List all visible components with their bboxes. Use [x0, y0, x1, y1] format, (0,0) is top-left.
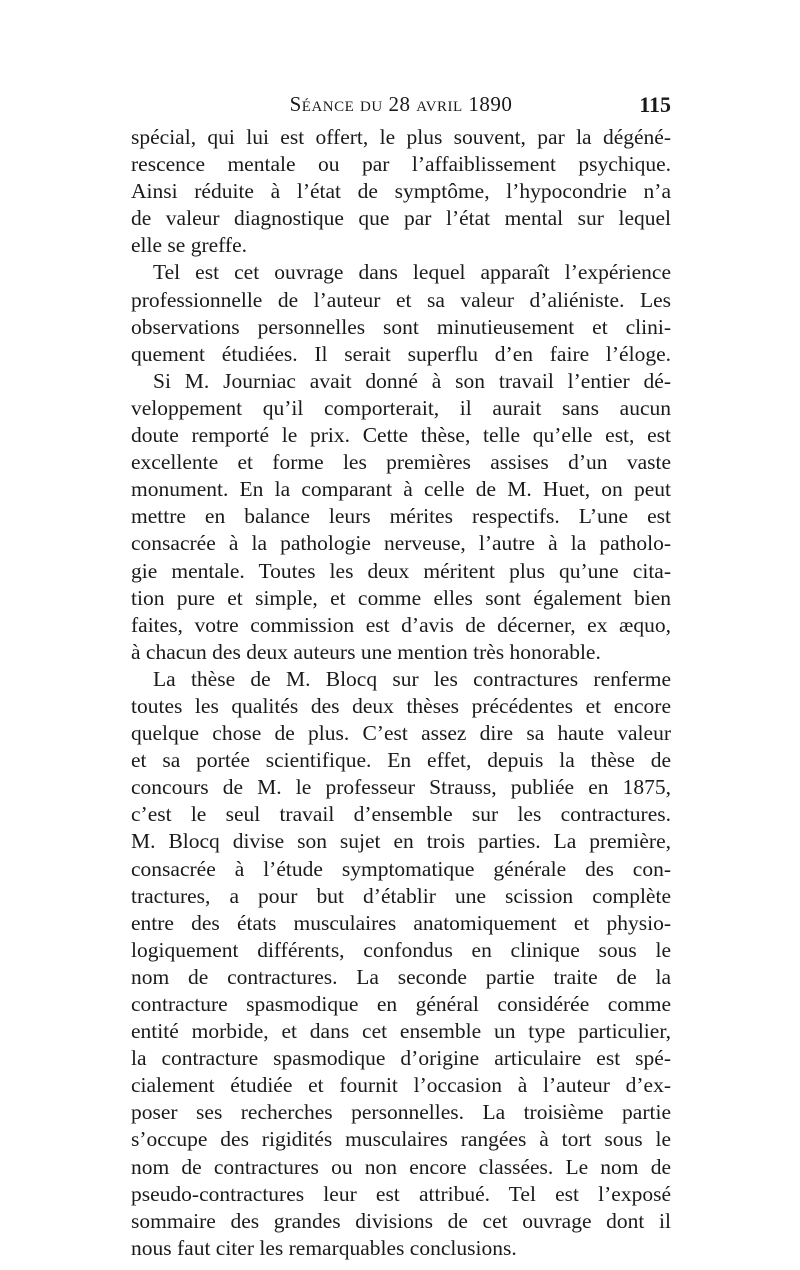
text-line: logiquement différents, confondus en clinique sous le: [131, 937, 671, 962]
text-line: excellente et forme les premières assises d’un vaste: [131, 450, 671, 475]
text-line: sommaire des grandes divisions de cet ouvrage dont il: [131, 1208, 671, 1233]
text-line: doute remporté le prix. Cette thèse, telle qu’elle est, est: [131, 423, 671, 448]
body-text: [131, 124, 671, 1262]
text-line: quement étudiées. Il serait superflu d’en faire l’éloge.: [131, 341, 671, 366]
text-line: elle se greffe.: [131, 233, 247, 258]
text-line: rescence mentale ou par l’affaiblissement psychique.: [131, 152, 671, 177]
text-line: nom de contractures. La seconde partie traite de la: [131, 964, 671, 989]
text-line: entité morbide, et dans cet ensemble un type particulier,: [131, 1019, 671, 1044]
text-line: M. Blocq divise son sujet en trois parties. La première,: [131, 829, 671, 854]
text-line: professionnelle de l’auteur et sa valeur d’aliéniste. Les: [131, 287, 671, 312]
text-line: c’est le seul travail d’ensemble sur les contractures.: [131, 802, 671, 827]
text-line: s’occupe des rigidités musculaires rangées à tort sous le: [131, 1127, 671, 1152]
text-line: pseudo-contractures leur est attribué. Tel est l’exposé: [131, 1181, 671, 1206]
text-line: faites, votre commission est d’avis de décerner, ex æquo,: [131, 612, 671, 637]
text-line: Ainsi réduite à l’état de symptôme, l’hypocondrie n’a: [131, 179, 671, 204]
text-line: spécial, qui lui est offert, le plus souvent, par la dégéné-: [131, 125, 671, 149]
text-line: et sa portée scientifique. En effet, depuis la thèse de: [131, 748, 671, 773]
text-line: contracture spasmodique en général considérée comme: [131, 992, 671, 1016]
text-line: nom de contractures ou non encore classées. Le nom de: [131, 1154, 671, 1179]
text-line: La thèse de M. Blocq sur les contractures renferme: [153, 666, 671, 691]
text-line: de valeur diagnostique que par l’état mental sur lequel: [131, 206, 671, 231]
text-line: veloppement qu’il comporterait, il aurait sans aucun: [131, 395, 671, 420]
text-line: tion pure et simple, et comme elles sont également bien: [131, 585, 671, 610]
text-line: toutes les qualités des deux thèses précédentes et encore: [131, 693, 671, 718]
text-line: consacrée à la pathologie nerveuse, l’autre à la patholo-: [131, 531, 671, 556]
text-line: concours de M. le professeur Strauss, publiée en 1875,: [131, 775, 671, 800]
text-line: la contracture spasmodique d’origine articulaire est spé-: [131, 1046, 671, 1071]
text-line: entre des états musculaires anatomiquement et physio-: [131, 910, 671, 935]
text-line: poser ses recherches personnelles. La troisième partie: [131, 1100, 671, 1125]
running-head: [131, 92, 671, 122]
text-line: nous faut citer les remarquables conclusions.: [131, 1235, 517, 1260]
text-line: Si M. Journiac avait donné à son travail l’entier dé-: [153, 368, 671, 393]
text-line: mettre en balance leurs mérites respectifs. L’une est: [131, 504, 671, 529]
text-line: consacrée à l’étude symptomatique générale des con-: [131, 856, 671, 881]
text-line: à chacun des deux auteurs une mention très honorable.: [131, 639, 601, 664]
text-line: tractures, a pour but d’établir une scission complète: [131, 883, 671, 908]
page-number: 115: [639, 92, 671, 117]
running-title: Séance du 28 avril 1890: [289, 92, 513, 116]
text-line: monument. En la comparant à celle de M. Huet, on peut: [131, 477, 671, 502]
text-line: quelque chose de plus. C’est assez dire sa haute valeur: [131, 721, 671, 746]
text-line: cialement étudiée et fournit l’occasion à l’auteur d’ex-: [131, 1073, 671, 1098]
text-line: Tel est cet ouvrage dans lequel apparaît l’expérience: [153, 260, 671, 285]
text-line: gie mentale. Toutes les deux méritent plus qu’une cita-: [131, 558, 671, 583]
text-line: observations personnelles sont minutieusement et clini-: [131, 314, 671, 339]
